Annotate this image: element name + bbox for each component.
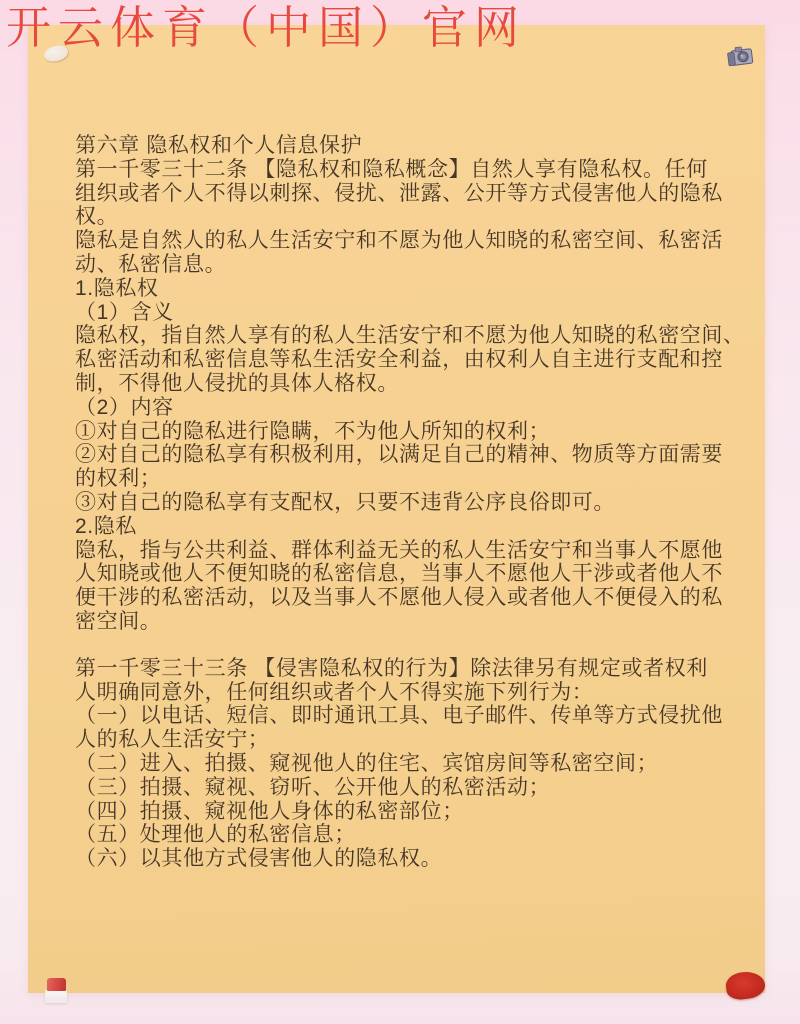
text-line: 权。 bbox=[75, 205, 119, 229]
clause-item-3: （三）拍摄、窥视、窃听、公开他人的私密活动； bbox=[75, 775, 551, 799]
note-paper bbox=[28, 25, 765, 993]
circled-item-2: ②对自己的隐私享有积极利用，以满足自己的精神、物质等方面需要 bbox=[75, 443, 723, 467]
text-line: 动、私密信息。 bbox=[75, 252, 227, 276]
clause-item-4: （四）拍摄、窥视他人身体的私密部位； bbox=[75, 799, 464, 823]
text-line: 便干涉的私密活动，以及当事人不愿他人侵入或者他人不便侵入的私 bbox=[75, 586, 723, 610]
circled-item-1: ①对自己的隐私进行隐瞒，不为他人所知的权利； bbox=[75, 419, 551, 443]
text-line: 制，不得他人侵扰的具体人格权。 bbox=[75, 371, 399, 395]
section-gap bbox=[75, 634, 753, 657]
clause-item-2: （二）进入、拍摄、窥视他人的住宅、宾馆房间等私密空间； bbox=[75, 751, 659, 775]
text-line: 人的私人生活安宁； bbox=[75, 728, 270, 752]
text-line: 私密活动和私密信息等私生活安全利益，由权利人自主进行支配和控 bbox=[75, 348, 723, 372]
article-1032-opening: 第一千零三十二条 【隐私权和隐私概念】自然人享有隐私权。任何 bbox=[75, 157, 708, 181]
text-line: 密空间。 bbox=[75, 609, 162, 633]
camera-icon bbox=[726, 43, 756, 69]
red-cap-pin bbox=[47, 978, 66, 991]
text-line: 的权利； bbox=[75, 467, 162, 491]
text-line: 隐私，指与公共利益、群体利益无关的私人生活安宁和当事人不愿他 bbox=[75, 538, 723, 562]
circled-item-3: ③对自己的隐私享有支配权，只要不违背公序良俗即可。 bbox=[75, 490, 615, 514]
text-line: 隐私是自然人的私人生活安宁和不愿为他人知晓的私密空间、私密活 bbox=[75, 229, 723, 253]
list-item-2: 2.隐私 bbox=[75, 514, 137, 538]
clause-item-1: （一）以电话、短信、即时通讯工具、电子邮件、传单等方式侵扰他 bbox=[75, 704, 723, 728]
clause-item-5: （五）处理他人的私密信息； bbox=[75, 823, 356, 847]
watermark-text: 开云体育（中国）官网 bbox=[6, 3, 527, 53]
sub-item-1: （1）含义 bbox=[75, 300, 174, 324]
text-line: 人明确同意外，任何组织或者个人不得实施下列行为： bbox=[75, 680, 594, 704]
text-line: 人知晓或他人不便知晓的私密信息，当事人不愿他人干涉或者他人不 bbox=[75, 562, 723, 586]
sub-item-2: （2）内容 bbox=[75, 395, 174, 419]
article-1033-opening: 第一千零三十三条 【侵害隐私权的行为】除法律另有规定或者权利 bbox=[75, 656, 708, 680]
text-line: 组织或者个人不得以刺探、侵扰、泄露、公开等方式侵害他人的隐私 bbox=[75, 181, 723, 205]
chapter-heading: 第六章 隐私权和个人信息保护 bbox=[75, 134, 363, 157]
list-item-1: 1.隐私权 bbox=[75, 276, 159, 300]
clause-item-6: （六）以其他方式侵害他人的隐私权。 bbox=[75, 847, 443, 871]
document-text bbox=[75, 134, 753, 871]
red-cap-pin-body bbox=[45, 990, 67, 1003]
text-line: 隐私权，指自然人享有的私人生活安宁和不愿为他人知晓的私密空间、 bbox=[75, 324, 745, 348]
